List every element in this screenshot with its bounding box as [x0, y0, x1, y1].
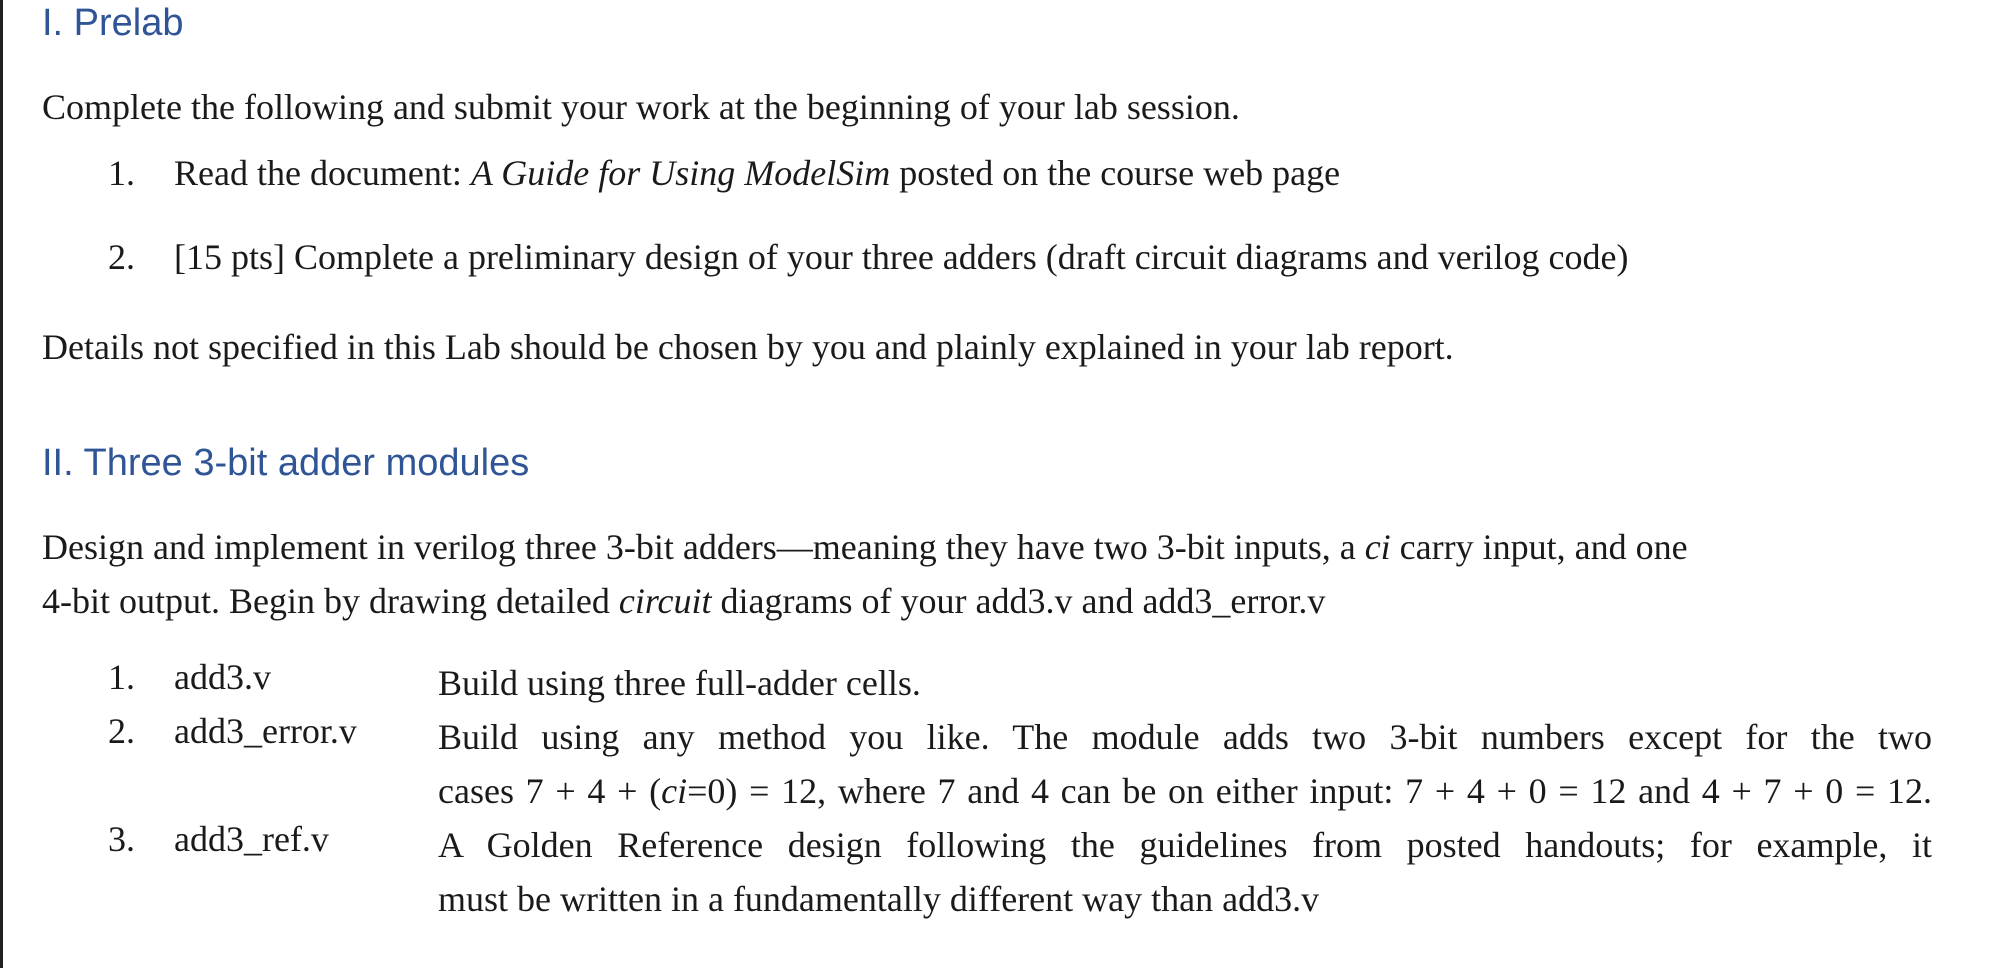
list-number: 2.	[108, 711, 135, 751]
prelab-intro: Complete the following and submit your work at the beginning of your lab session.	[42, 87, 1240, 127]
prelab-note: Details not specified in this Lab should be chosen by you and plainly explained in your lab report.	[42, 327, 1454, 367]
module-name: add3_ref.v	[174, 819, 329, 859]
adders-intro-line-2: 4-bit output. Begin by drawing detailed circuit diagrams of your add3.v and add3_error.v	[42, 581, 1326, 621]
adders-intro-line-1: Design and implement in verilog three 3-bit adders—meaning they have two 3-bit inputs, a ci carry input, and one	[42, 527, 1688, 567]
module-description: Build using any method you like. The module adds two 3-bit numbers except for the two cases 7 + 4 + (ci=0) = 12, where 7 and 4 can be on either input: 7 + 4 + 0 = 12 and 4 + 7 + 0 = 12.	[438, 717, 1932, 811]
module-description: A Golden Reference design following the guidelines from posted handouts; for example, it must be written in a fundamentally different way than add3.v	[438, 825, 1932, 919]
list-text: [15 pts] Complete a preliminary design of your three adders (draft circuit diagrams and verilog code)	[174, 237, 1629, 277]
module-description: Build using three full-adder cells.	[438, 663, 921, 703]
prelab-heading: I. Prelab	[42, 2, 184, 44]
list-number: 3.	[108, 819, 135, 859]
left-border-rule	[0, 0, 3, 968]
list-number: 2.	[108, 237, 135, 277]
list-number: 1.	[108, 657, 135, 697]
document-title: A Guide for Using ModelSim	[470, 153, 891, 193]
module-name: add3_error.v	[174, 711, 357, 751]
module-name: add3.v	[174, 657, 271, 697]
adders-heading: II. Three 3-bit adder modules	[42, 442, 530, 484]
list-number: 1.	[108, 153, 135, 193]
list-text: Read the document: A Guide for Using ModelSim posted on the course web page	[174, 153, 1341, 193]
